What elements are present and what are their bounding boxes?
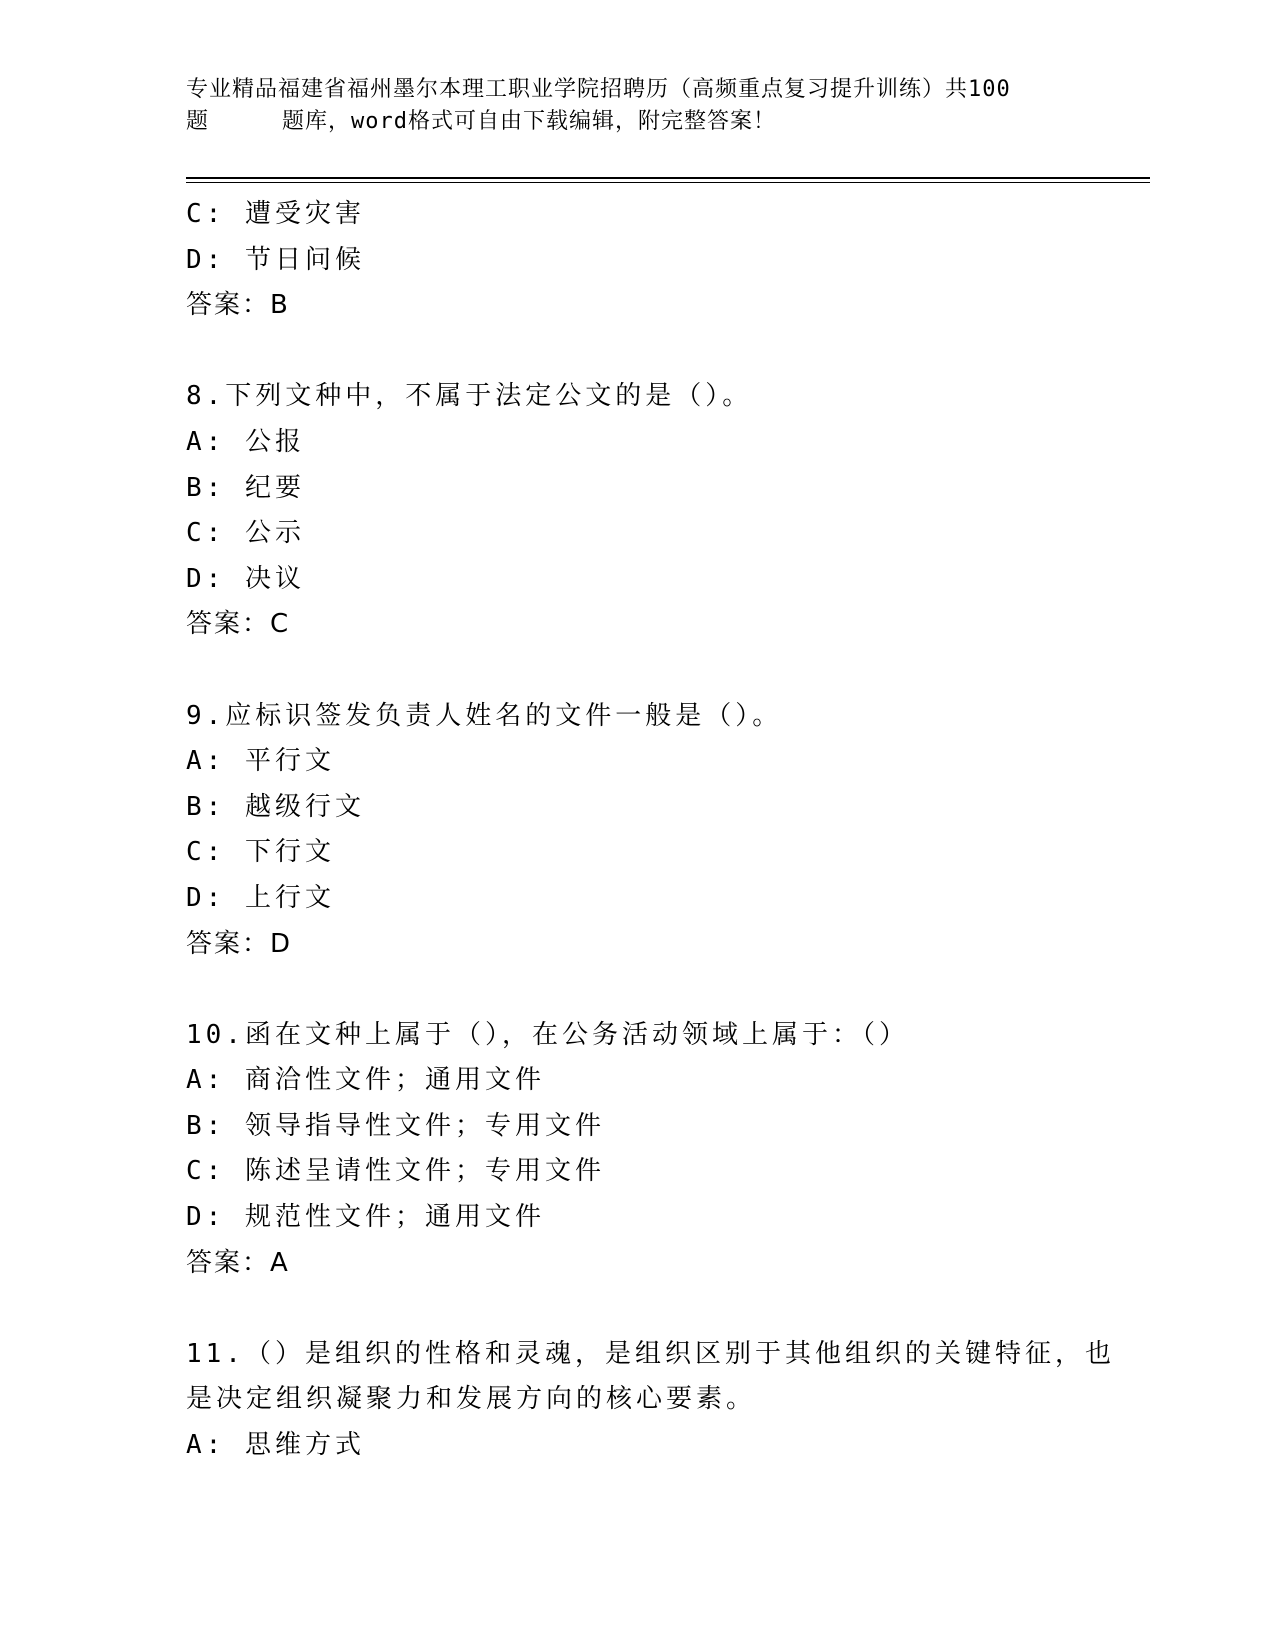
option-a: A: 商洽性文件；通用文件: [186, 1065, 545, 1096]
option-a: A: 思维方式: [186, 1430, 365, 1461]
option-d: D: 上行文: [186, 882, 335, 913]
option-c: C: 遭受灾害: [186, 199, 365, 229]
option-d: D: 决议: [186, 563, 305, 594]
header-title-line1: 专业精品福建省福州墨尔本理工职业学院招聘历（高频重点复习提升训练）共100: [186, 77, 1011, 102]
option-b: B: 领导指导性文件；专用文件: [186, 1110, 605, 1141]
header-divider-thick: [186, 177, 1150, 179]
question-8: [186, 374, 1086, 648]
answer-line: 答案：A: [186, 1247, 290, 1278]
option-d: D: 节日问候: [186, 244, 365, 275]
answer-line: 答案：D: [186, 928, 293, 959]
option-a: A: 公报: [186, 426, 305, 457]
header-divider-thin: [186, 182, 1150, 183]
spacer: [186, 648, 1086, 694]
question-stem: 8.下列文种中，不属于法定公文的是（）。: [186, 381, 753, 412]
option-b: B: 纪要: [186, 472, 305, 503]
answer-line: 答案：C: [186, 609, 291, 640]
question-stem: 10.函在文种上属于（），在公务活动领域上属于：（）: [186, 1019, 909, 1050]
option-b: B: 越级行文: [186, 791, 365, 822]
header-title-line2-right: 题库，word格式可自由下载编辑，附完整答案！: [282, 109, 776, 134]
header-title-line2-left: 题: [186, 109, 210, 134]
spacer: [186, 1286, 1086, 1332]
question-11: [186, 1332, 1115, 1469]
question-stem-line2: 是决定组织凝聚力和发展方向的核心要素。: [186, 1384, 757, 1415]
option-a: A: 平行文: [186, 746, 335, 777]
question-prev: [186, 192, 1086, 329]
option-c: C: 公示: [186, 518, 305, 549]
question-9: [186, 694, 1086, 968]
question-stem-line1: 11.（）是组织的性格和灵魂，是组织区别于其他组织的关键特征，也: [186, 1338, 1115, 1369]
question-10: [186, 1013, 1086, 1287]
option-d: D: 规范性文件；通用文件: [186, 1202, 545, 1233]
header-title-line2: [186, 106, 1086, 138]
question-stem: 9.应标识签发负责人姓名的文件一般是（）。: [186, 700, 783, 731]
option-c: C: 下行文: [186, 837, 335, 868]
option-c: C: 陈述呈请性文件；专用文件: [186, 1156, 605, 1187]
spacer: [186, 329, 1086, 375]
spacer: [186, 967, 1086, 1013]
answer-line: 答案：B: [186, 290, 290, 321]
document-header: [186, 74, 1086, 138]
question-list: [186, 192, 1115, 1469]
